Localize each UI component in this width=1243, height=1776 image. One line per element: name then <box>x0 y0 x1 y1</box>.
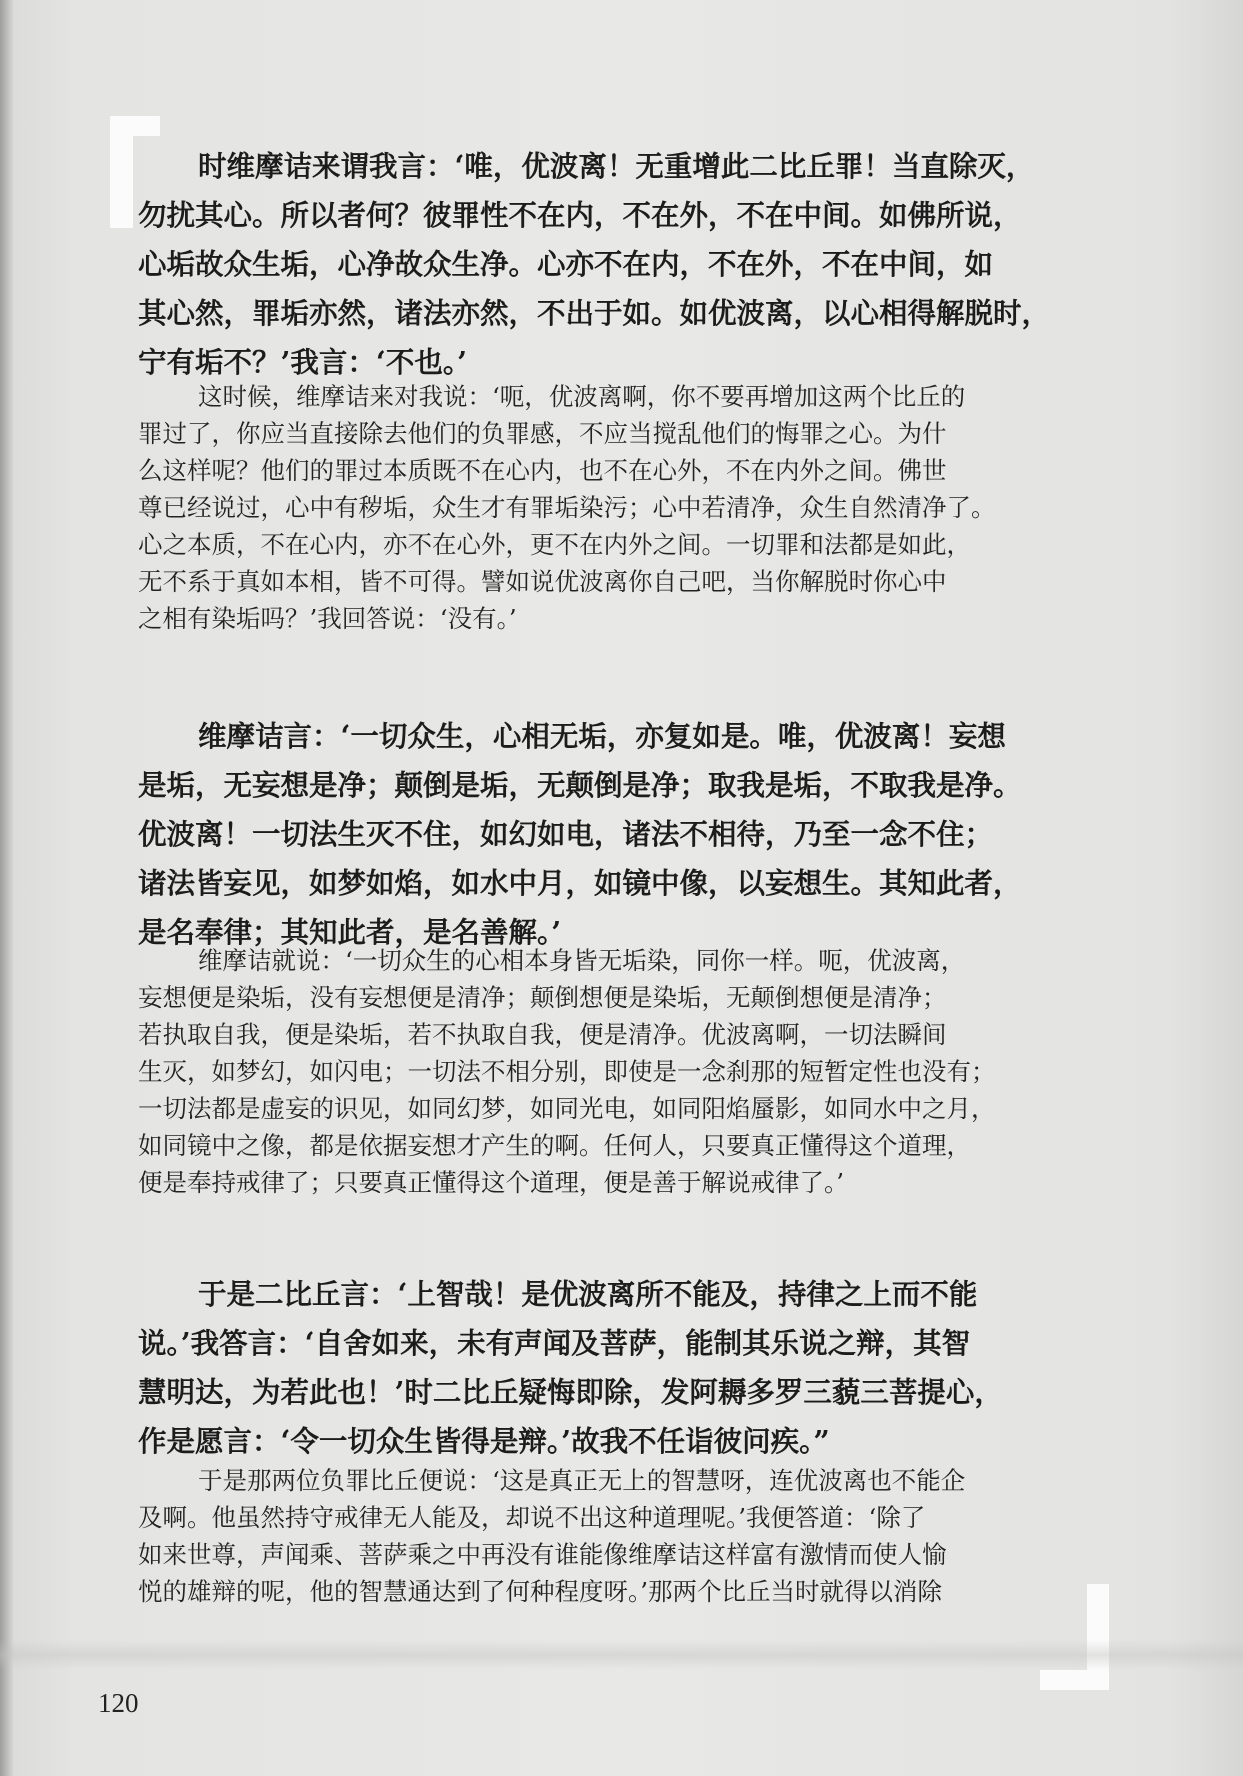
text-line: 慧明达，为若此也！’时二比丘疑悔即除，发阿耨多罗三藐三菩提心， <box>138 1375 1003 1409</box>
text-line: 说。’我答言：‘自舍如来，未有声闻及菩萨，能制其乐说之辩，其智 <box>138 1326 971 1360</box>
text-line: 作是愿言：‘令一切众生皆得是辩。’故我不任诣彼问疾。” <box>138 1424 830 1458</box>
text-line: 尊已经说过，心中有秽垢，众生才有罪垢染污；心中若清净，众生自然清净了。 <box>138 493 996 522</box>
text-line: 心之本质，不在心内，亦不在心外，更不在内外之间。一切罪和法都是如此， <box>138 530 971 559</box>
text-line: 妄想便是染垢，没有妄想便是清净；颠倒想便是染垢，无颠倒想便是清净； <box>138 983 947 1012</box>
text-line: 如来世尊，声闻乘、菩萨乘之中再没有谁能像维摩诘这样富有激情而使人愉 <box>138 1540 947 1569</box>
original-text-paragraph <box>138 712 1098 957</box>
text-line: 么这样呢？他们的罪过本质既不在心内，也不在心外，不在内外之间。佛世 <box>138 456 947 485</box>
text-line: 生灭，如梦幻，如闪电；一切法不相分别，即使是一念刹那的短暂定性也没有； <box>138 1057 996 1086</box>
text-line: 时维摩诘来谓我言：‘唯，优波离！无重增此二比丘罪！当直除灭， <box>198 149 1035 183</box>
text-line: 无不系于真如本相，皆不可得。譬如说优波离你自己吧，当你解脱时你心中 <box>138 567 947 596</box>
original-text-paragraph <box>138 1270 1098 1466</box>
text-line: 其心然，罪垢亦然，诸法亦然，不出于如。如优波离，以心相得解脱时， <box>138 296 1051 330</box>
text-line: 之相有染垢吗？’我回答说：‘没有。’ <box>138 604 517 633</box>
text-line: 一切法都是虚妄的识见，如同幻梦，如同光电，如同阳焰蜃影，如同水中之月， <box>138 1094 996 1123</box>
text-line: 这时候，维摩诘来对我说：‘呃，优波离啊，你不要再增加这两个比丘的 <box>198 382 966 411</box>
text-line: 如同镜中之像，都是依据妄想才产生的啊。任何人，只要真正懂得这个道理， <box>138 1131 971 1160</box>
text-line: 诸法皆妄见，如梦如焰，如水中月，如镜中像，以妄想生。其知此者， <box>138 866 1022 900</box>
translation-paragraph <box>138 1462 1098 1610</box>
text-line: 于是那两位负罪比丘便说：‘这是真正无上的智慧呀，连优波离也不能企 <box>198 1466 966 1495</box>
original-text-paragraph <box>138 142 1098 387</box>
crop-mark-bottom-right <box>1040 1670 1109 1690</box>
text-line: 是垢，无妄想是净；颠倒是垢，无颠倒是净；取我是垢，不取我是净。 <box>138 768 1022 802</box>
text-line: 悦的雄辩的呢，他的智慧通达到了何种程度呀。’那两个比丘当时就得以消除 <box>138 1577 943 1606</box>
translation-paragraph <box>138 378 1098 637</box>
text-line: 优波离！一切法生灭不住，如幻如电，诸法不相待，乃至一念不住； <box>138 817 994 851</box>
text-line: 若执取自我，便是染垢，若不执取自我，便是清净。优波离啊，一切法瞬间 <box>138 1020 947 1049</box>
text-line: 心垢故众生垢，心净故众生净。心亦不在内，不在外，不在中间，如 <box>138 247 994 281</box>
page-number: 120 <box>98 1688 139 1718</box>
text-line: 维摩诘言：‘一切众生，心相无垢，亦复如是。唯，优波离！妄想 <box>198 719 1006 753</box>
text-line: 宁有垢不？’我言：‘不也。’ <box>138 345 468 379</box>
text-line: 于是二比丘言：‘上智哉！是优波离所不能及，持律之上而不能 <box>198 1277 978 1311</box>
text-line: 维摩诘就说：‘一切众生的心相本身皆无垢染，同你一样。呃，优波离， <box>198 946 966 975</box>
text-line: 勿扰其心。所以者何？彼罪性不在内，不在外，不在中间。如佛所说， <box>138 198 1022 232</box>
text-line: 及啊。他虽然持守戒律无人能及，却说不出这种道理呢。’我便答道：‘除了 <box>138 1503 926 1532</box>
text-line: 便是奉持戒律了；只要真正懂得这个道理，便是善于解说戒律了。’ <box>138 1168 845 1197</box>
text-line: 是名奉律；其知此者，是名善解。’ <box>138 915 562 949</box>
text-line: 罪过了，你应当直接除去他们的负罪感，不应当搅乱他们的悔罪之心。为什 <box>138 419 947 448</box>
translation-paragraph <box>138 942 1098 1201</box>
crop-mark-top-left <box>110 116 160 136</box>
